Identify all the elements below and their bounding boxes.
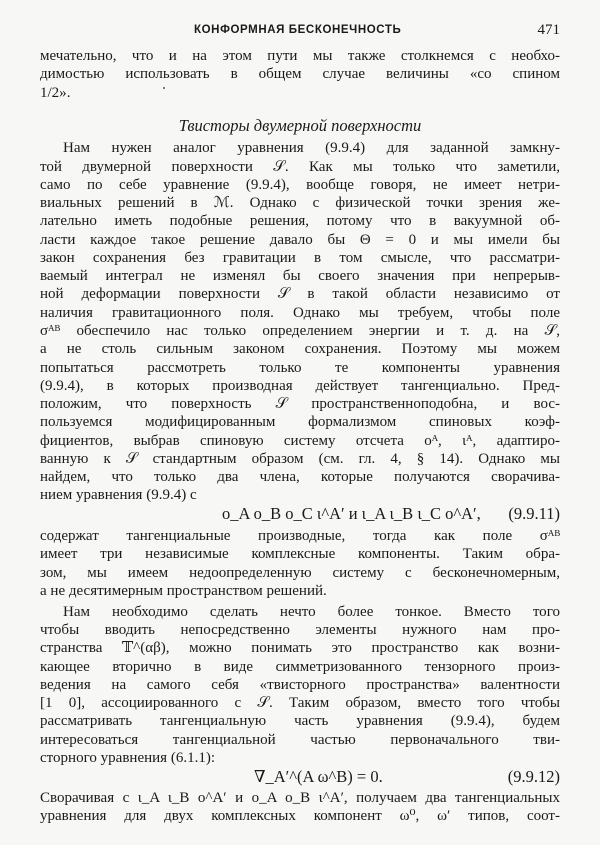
text-line: [1 0], ассоциированного с 𝒮. Таким образом, вместо того чтобы	[40, 695, 560, 711]
text-line: интересоваться тангенциальной частью первоначального тви-	[40, 731, 560, 748]
text-line: ведения на самого себя «твисторного пространства» валентности	[40, 676, 560, 693]
equation-number: (9.9.12)	[507, 766, 560, 786]
text-line: мечательно, что и на этом пути мы также столкнемся с необхо-	[40, 48, 560, 64]
text-line: Сворачивая с ι_A ι_B ο^A′ и ο_A ο_B ι^A′, получаем два тангенциальных	[40, 789, 560, 806]
text-line: ваемый интеграл не изменял бы своего значения при непрерыв-	[40, 268, 560, 285]
text-line: той двумерной поверхности 𝒮. Как мы только что заметили,	[40, 158, 560, 175]
text-line: странства 𝕋^(αβ), можно понимать это пространство как возни-	[40, 640, 560, 657]
print-speck	[163, 87, 165, 89]
text-line: зом, мы имеем недоопределенную систему с бесконечномерным,	[40, 564, 560, 581]
text-line: наличия гравитационного поля. Однако мы требуем, чтобы поле	[40, 304, 560, 321]
text-line: ванную к 𝒮 стандартным образом (см. гл. 4, § 14). Однако мы	[40, 450, 560, 467]
text-line: 1/2».	[40, 84, 71, 101]
text-line: Нам необходимо сделать нечто более тонкое. Вместо того	[63, 603, 560, 620]
text-line: положим, что поверхность 𝒮 пространственноподобна, и вос-	[40, 396, 560, 412]
page-number: 471	[537, 22, 560, 38]
equation-9-9-11: ο_A ο_B ο_C ι^A′ и ι_A ι_B ι_C ο^A′,	[222, 504, 481, 524]
text-line: закон сохранения без гравитации в том смысле, что рассматри-	[40, 249, 560, 266]
text-line: содержат тангенциальные производные, тогда как поле σᴬᴮ	[40, 528, 560, 545]
text-line: пользуемся модифицированным формализмом спиновых коэф-	[40, 414, 560, 431]
equation-number: (9.9.11)	[508, 504, 560, 524]
text-line: ной деформации поверхности 𝒮 в такой области независимо от	[40, 286, 560, 303]
text-line: (9.9.4), в которых производная действует тангенциально. Пред-	[40, 377, 560, 394]
text-line: ласти каждое такое решение давало бы Θ = 0 и мы имели бы	[40, 231, 560, 248]
text-line: кающее вторично в виде симметризованного тензорного произ-	[40, 658, 560, 675]
text-line: уравнения для двух комплексных компонент ω⁰, ω′ типов, соот-	[40, 808, 560, 824]
text-line: а не столь сильным законом сохранения. Поэтому мы можем	[40, 341, 560, 358]
text-line: Нам нужен аналог уравнения (9.9.4) для заданной замкну-	[63, 140, 560, 157]
text-line: димостью использовать в общем случае величины «со спином	[40, 66, 560, 83]
text-line: рассматривать тангенциальную часть уравнения (9.9.4), будем	[40, 713, 560, 730]
text-line: а не десятимерным пространством решений.	[40, 582, 327, 599]
text-line: найдем, что только два члена, которые получаются сворачива-	[40, 469, 560, 486]
text-line: само по себе уравнение (9.9.4), вообще говоря, не имеет нетри-	[40, 176, 560, 193]
text-line: фициентов, выбрав спиновую систему отсчета οᴬ, ιᴬ, адаптиро-	[40, 432, 560, 449]
text-line: сторного уравнения (6.1.1):	[40, 749, 216, 766]
text-line: имеет три независимые комплексные компоненты. Таким обра-	[40, 546, 560, 563]
equation-9-9-12: ∇_A′^(A ω^B) = 0.	[254, 766, 383, 786]
text-line: лательно иметь подобные решения, потому что в вакуумной об-	[40, 213, 560, 230]
text-line: σᴬᴮ обеспечило нас только определением энергии и т. д. на 𝒮,	[40, 322, 560, 339]
text-line: попытаться рассмотреть только те компоненты уравнения	[40, 359, 560, 376]
text-line: нием уравнения (9.9.4) с	[40, 487, 197, 504]
text-line: чтобы вводить непосредственно элементы нужного нам про-	[40, 621, 560, 638]
running-title: КОНФОРМНАЯ БЕСКОНЕЧНОСТЬ	[194, 24, 402, 36]
text-line: виальных решений в ℳ. Однако с физической точки зрения же-	[40, 195, 560, 211]
section-title: Твисторы двумерной поверхности	[178, 115, 422, 135]
